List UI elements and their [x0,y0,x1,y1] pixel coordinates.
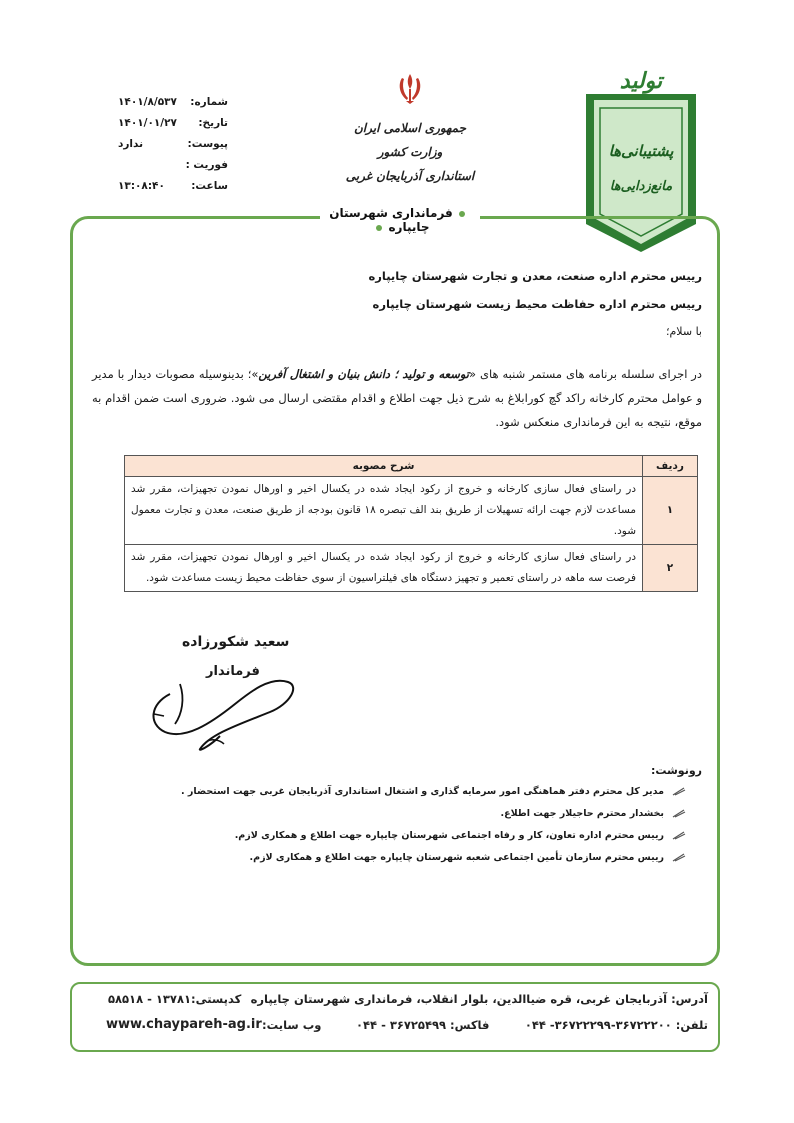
list-item [166,802,686,824]
pen-icon [672,852,686,862]
ministry-emblem [340,70,480,188]
letter-body [92,362,702,434]
attachment-label: پیوست: [187,138,228,150]
list-item [166,780,686,802]
urgency-label: فوریت : [185,159,228,171]
number-value: ۱۴۰۱/۸/۵۳۷ [118,96,177,108]
footer-website[interactable]: www.chaypareh-ag.ir [106,1017,262,1032]
signer-name: سعید شکورزاده [182,634,290,650]
table-row [125,477,698,545]
pen-icon [672,830,686,840]
emblem-line-2: وزارت کشور [377,145,443,159]
pen-icon [672,786,686,796]
letter-meta [118,92,228,197]
date-value: ۱۴۰۱/۰۱/۲۷ [118,117,177,129]
body-part-1: در اجرای سلسله برنامه های مستمر شنبه های « [469,367,702,381]
cc-heading: رونوشت: [650,764,702,777]
frame-title [320,206,480,234]
row-text: در راستای فعال سازی کارخانه و خروج از رکود ایجاد شده در یکسال اخیر و اورهال نمودن تجهیزات، مقرر شد مساعدت لازم جهت ارائه تسهیلات از طریق بند الف تبصره ۱۸ قانون بودجه از طریق صنعت، معدن و تجارت معمول شود. [125,477,643,545]
footer-phone: تلفن: ۳۶۷۲۲۲۰۰-۳۶۷۲۲۲۹۹- ۰۴۴ [524,1018,708,1032]
dot-icon [459,211,465,217]
time-value: ۱۳:۰۸:۴۰ [118,180,165,192]
dot-icon [376,225,382,231]
table-row [125,545,698,592]
cc-list [166,780,686,868]
cc-item-text: مدیر کل محترم دفتر هماهنگی امور سرمایه گذاری و اشتغال استانداری آذربایجان غربی جهت استحضار . [181,785,664,797]
emblem-line-3: استانداری آذربایجان غربی [345,169,475,183]
resolutions-table [124,455,698,592]
body-part-2: »؛ بدینوسیله مصوبات دیدار با مدیر و عوامل محترم کارخانه راکد گچ کورابلاغ به شرح ذیل جهت اطلاع و اقدام مقتضی ارسال می شود. ضروری است ضمن اقدام به موقع، نتیجه به این فرمانداری منعکس شود. [92,367,702,429]
recipient-2: رییس محترم اداره حفاظت محیط زیست شهرستان چایپاره [372,297,702,311]
body-emphasis: توسعه و تولید ؛ دانش بنیان و اشتغال آفرین [258,367,469,381]
date-label: تاریخ: [198,117,228,129]
badge-middle-text: پشتیبانی‌ها [608,142,674,160]
row-number: ۲ [643,545,698,592]
pen-icon [672,808,686,818]
time-label: ساعت: [191,180,228,192]
col-desc-header: شرح مصوبه [125,456,643,477]
number-label: شماره: [190,96,228,108]
signer-title: فرماندار [206,664,260,679]
cc-item-text: رییس محترم اداره تعاون، کار و رفاه اجتماعی شهرستان چایپاره جهت اطلاع و همکاری لازم. [234,829,664,841]
row-number: ۱ [643,477,698,545]
badge-top-text: تولید [619,68,663,94]
frame-title-text: فرمانداری شهرستان چایپاره [329,206,453,234]
badge-bottom-text: مانع‌زدایی‌ها [609,179,673,194]
cc-item-text: بخشدار محترم حاجیلار جهت اطلاع. [500,807,664,819]
attachment-value: ندارد [118,138,144,150]
salutation: با سلام؛ [666,325,702,338]
list-item [166,846,686,868]
table-header-row [125,456,698,477]
footer-address: آدرس: آذربایجان غربی، قره ضیاالدین، بلوار انقلاب، فرمانداری شهرستان چایپاره [250,992,708,1006]
footer-fax: فاکس: ۳۶۷۲۵۴۹۹ - ۰۴۴ [356,1018,490,1032]
emblem-line-1: جمهوری اسلامی ایران [353,121,467,135]
recipient-1: رییس محترم اداره صنعت، معدن و تجارت شهرستان چایپاره [368,269,702,283]
footer-website-label: وب سایت: [262,1018,322,1032]
iran-emblem-icon [393,70,427,106]
list-item [166,824,686,846]
footer-postcode: کدپستی:۱۳۷۸۱ - ۵۸۵۱۸ [108,992,242,1006]
col-row-header: ردیف [643,456,698,477]
row-text: در راستای فعال سازی کارخانه و خروج از رکود ایجاد شده در یکسال اخیر و اورهال نمودن تجهیزات، مقرر شد فرصت سه ماهه در راستای تعمیر و تجهیز دستگاه های فیلتراسیون از سوی حفاظت محیط زیست مساعدت شود. [125,545,643,592]
cc-item-text: رییس محترم سازمان تأمین اجتماعی شعبه شهرستان چایپاره جهت اطلاع و همکاری لازم. [249,851,664,863]
